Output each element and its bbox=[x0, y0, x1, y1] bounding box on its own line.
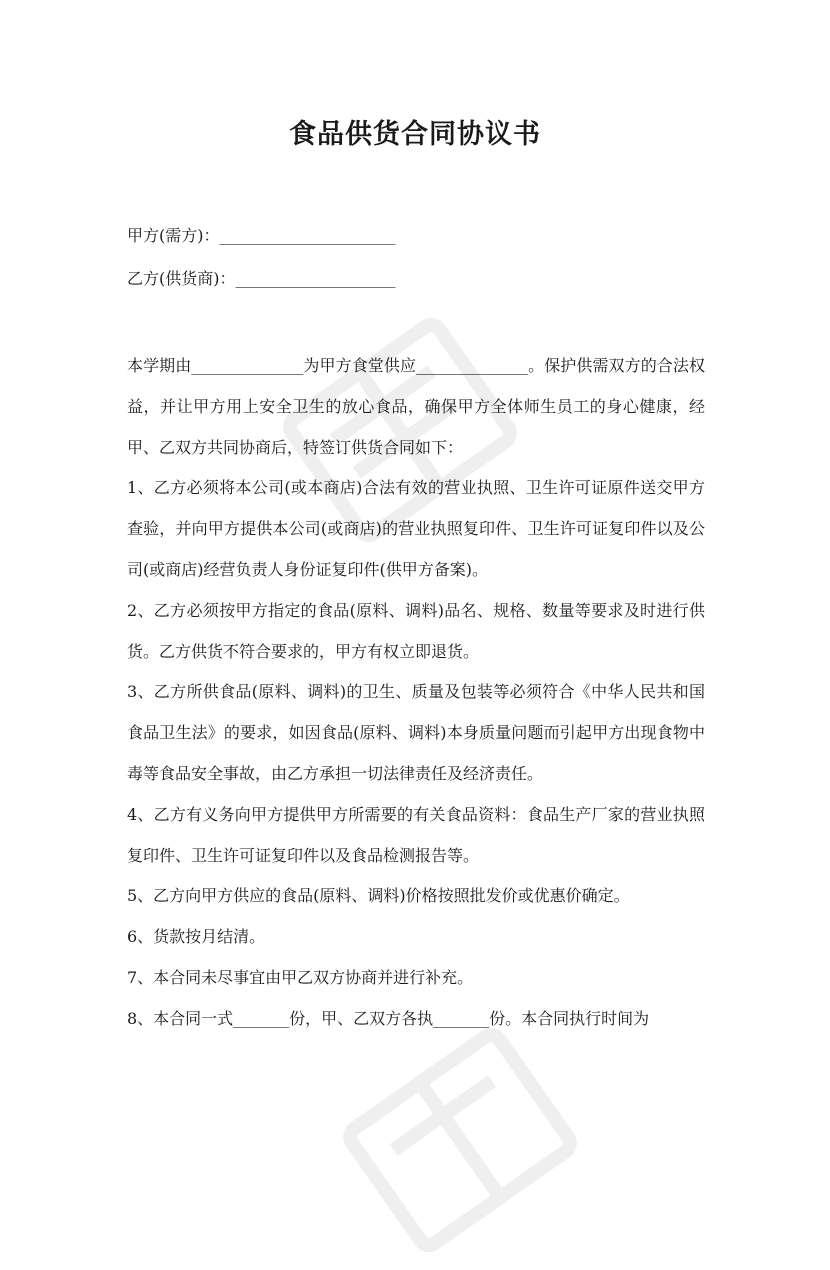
document-title: 食品供货合同协议书 bbox=[289, 119, 541, 150]
party-a-line: 甲方(需方)：______________________ bbox=[127, 226, 396, 245]
clause-6: 6、货款按月结清。 bbox=[127, 927, 266, 947]
clause-1: 1、乙方必须将本公司(或本商店)合法有效的营业执照、卫生许可证原件送交甲方查验，并向甲方提供本公司(或商店)的营业执照复印件、卫生许可证复印件以及公司(或商店)经营负责人身份证复印件(供甲方备案)。 bbox=[127, 478, 705, 579]
watermark-logo-bottom bbox=[330, 1010, 590, 1270]
intro-paragraph: 本学期由______________为甲方食堂供应______________。保护供需双方的合法权益，并让甲方用上安全卫生的放心食品，确保甲方全体师生员工的身心健康，经甲、乙双方共同协商后，特签订供货合同如下： bbox=[127, 356, 705, 457]
clause-8: 8、本合同一式_______份，甲、乙双方各执_______份。本合同执行时间为 bbox=[127, 1008, 650, 1028]
clause-7: 7、本合同未尽事宜由甲乙双方协商并进行补充。 bbox=[127, 967, 474, 987]
party-b-line: 乙方(供货商)：____________________ bbox=[127, 269, 396, 288]
contract-body bbox=[127, 346, 705, 1040]
clause-5: 5、乙方向甲方供应的食品(原料、调料)价格按照批发价或优惠价确定。 bbox=[127, 886, 630, 906]
clause-2: 2、乙方必须按甲方指定的食品(原料、调料)品名、规格、数量等要求及时进行供货。乙方供货不符合要求的，甲方有权立即退货。 bbox=[127, 600, 705, 661]
clause-3: 3、乙方所供食品(原料、调料)的卫生、质量及包装等必须符合《中华人民共和国食品卫生法》的要求，如因食品(原料、调料)本身质量问题而引起甲方出现食物中毒等食品安全事故，由乙方承担一切法律责任及经济责任。 bbox=[127, 682, 705, 783]
clause-4: 4、乙方有义务向甲方提供甲方所需要的有关食品资料：食品生产厂家的营业执照复印件、卫生许可证复印件以及食品检测报告等。 bbox=[127, 804, 705, 865]
